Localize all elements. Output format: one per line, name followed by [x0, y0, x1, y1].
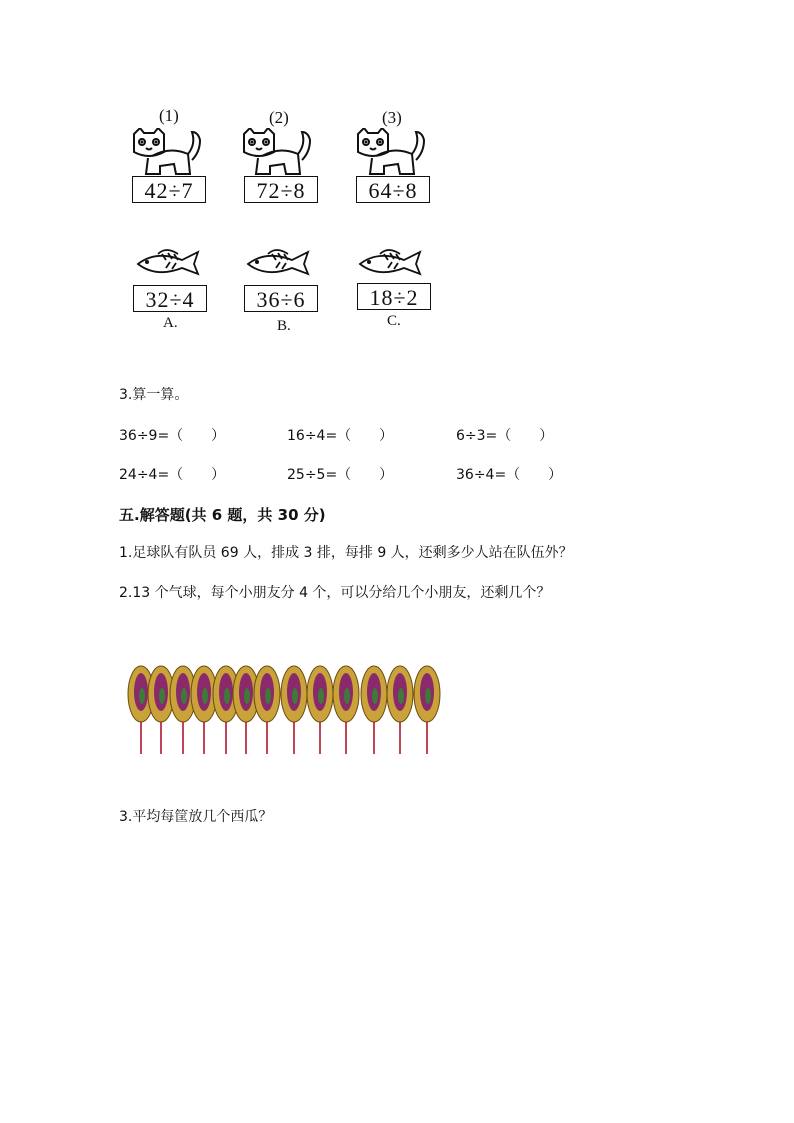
balloon	[307, 666, 333, 754]
balloon	[191, 666, 217, 754]
cat-3-label: (3)	[382, 108, 402, 127]
section-heading: 五.解答题(共 6 题，共 30 分)	[119, 506, 326, 524]
balloon	[387, 666, 413, 754]
question-1: 1.足球队有队员 69 人，排成 3 排，每排 9 人，还剩多少人站在队伍外？	[119, 545, 573, 561]
balloon	[361, 666, 387, 754]
balloon	[170, 666, 196, 754]
fish-b-expression: 36÷6	[244, 285, 318, 312]
fish-icon	[246, 248, 312, 278]
question-2: 2.13 个气球，每个小朋友分 4 个，可以分给几个小朋友，还剩几个？	[119, 585, 551, 601]
cat-icon	[354, 128, 428, 178]
calc-item: 25÷5=（ ）	[287, 467, 394, 483]
question-3: 3.平均每筐放几个西瓜？	[119, 809, 273, 825]
cat-3-expression: 64÷8	[356, 176, 430, 203]
fish-b-choice: B.	[277, 318, 291, 334]
calc-item: 6÷3=（ ）	[456, 428, 554, 444]
cat-2-label: (2)	[269, 108, 289, 127]
balloon	[414, 666, 440, 754]
cat-1-expression: 42÷7	[132, 176, 206, 203]
fish-c-expression: 18÷2	[357, 283, 431, 310]
calc-item: 36÷9=（ ）	[119, 428, 226, 444]
balloon	[254, 666, 280, 754]
cat-icon	[130, 128, 204, 178]
balloon	[333, 666, 359, 754]
calc-item: 36÷4=（ ）	[456, 467, 563, 483]
fish-icon	[358, 248, 424, 278]
cat-icon	[240, 128, 314, 178]
calc-item: 16÷4=（ ）	[287, 428, 394, 444]
balloon	[233, 666, 259, 754]
fish-icon	[136, 248, 202, 278]
balloon	[148, 666, 174, 754]
fish-c-choice: C.	[387, 313, 401, 329]
balloons-illustration	[124, 660, 464, 760]
cat-1-label: (1)	[159, 106, 179, 125]
balloon	[281, 666, 307, 754]
fish-a-expression: 32÷4	[133, 285, 207, 312]
calc-title: 3.算一算。	[119, 387, 189, 403]
calc-item: 24÷4=（ ）	[119, 467, 226, 483]
cat-2-expression: 72÷8	[244, 176, 318, 203]
fish-a-choice: A.	[163, 315, 178, 331]
